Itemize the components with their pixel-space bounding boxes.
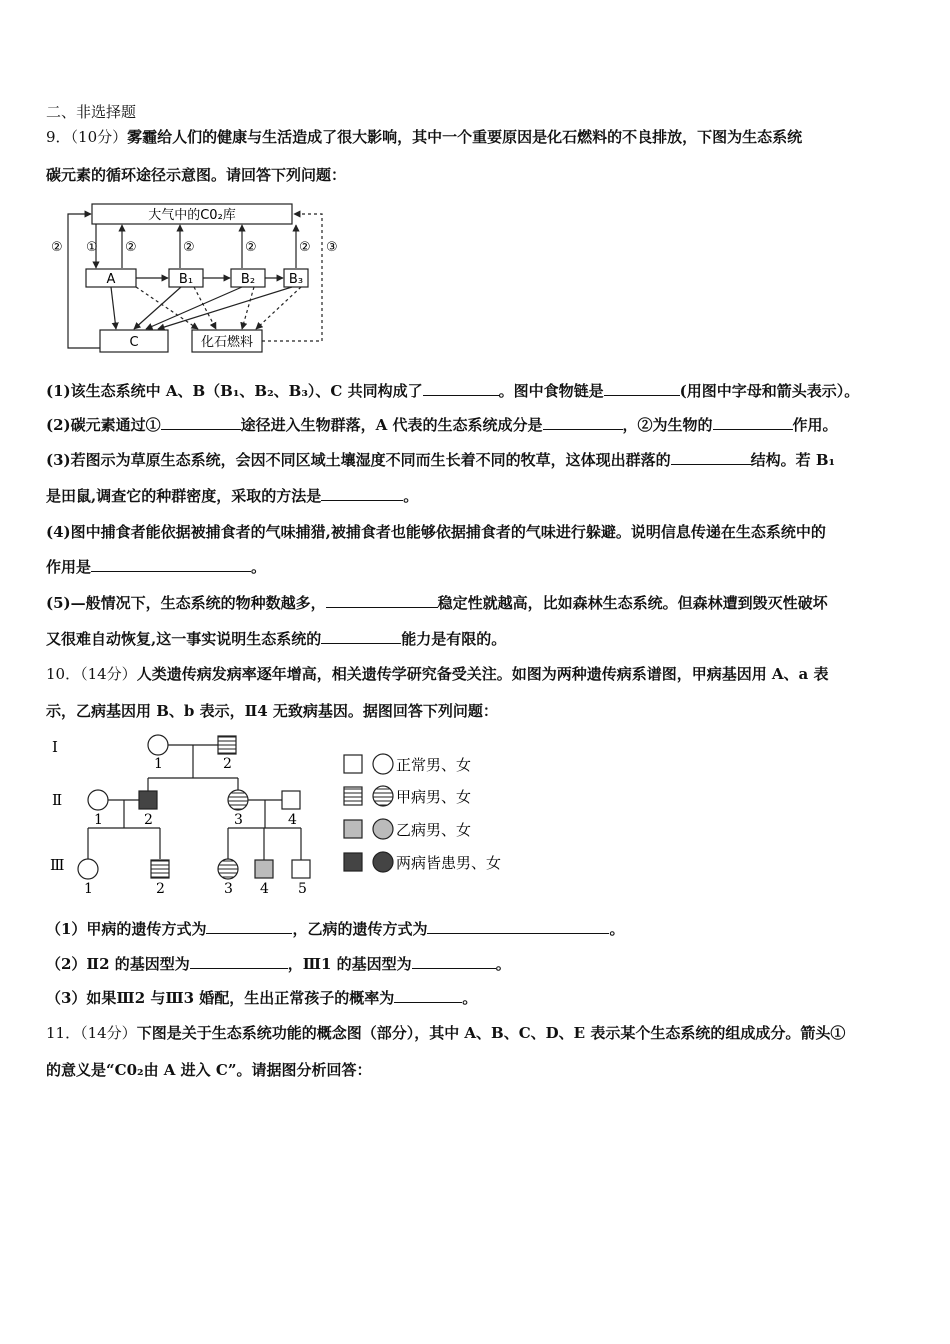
answer-blank[interactable] xyxy=(91,557,251,572)
answer-blank[interactable] xyxy=(190,954,288,969)
q10-part-1 xyxy=(46,919,624,939)
person-II4-normal-male xyxy=(282,791,300,809)
legend-jia-female-icon xyxy=(373,786,393,806)
q11-stem-text: 下图是关于生态系统功能的概念图（部分），其中 A、B、C、D、E 表示某个生态系统的组成成分。箭头① xyxy=(136,1024,846,1042)
person-II2-both-male xyxy=(139,791,157,809)
q10-p2-text-b: ，Ⅲ1 的基因型为 xyxy=(287,955,412,973)
legend-both-female-icon xyxy=(373,852,393,872)
q9-part-4-line-2 xyxy=(46,557,266,577)
q9-p1-text-a: (1)该生态系统中 A、B（B₁、B₂、B₃）、C 共同构成了 xyxy=(46,382,423,400)
q9-p4-text-b: 作用是 xyxy=(46,558,92,576)
answer-blank[interactable] xyxy=(206,919,292,934)
q9-p1-text-b: 。图中食物链是 xyxy=(498,382,604,400)
node-b1-label: B₁ xyxy=(178,272,194,287)
fossil-fuel-label: 化石燃料 xyxy=(200,335,254,350)
q9-stem-line-2: 碳元素的循环途径示意图。请回答下列问题： xyxy=(46,166,347,184)
person-III3-jia-female xyxy=(218,859,238,879)
answer-blank[interactable] xyxy=(543,415,623,430)
q10-score: （14分） xyxy=(80,665,137,683)
q10-p3-text-b: 。 xyxy=(462,989,478,1007)
q11-number: 11． xyxy=(46,1024,81,1042)
person-II3-jia-female xyxy=(228,790,248,810)
q9-p3-text-d: 。 xyxy=(403,487,419,505)
person-III5-normal-male xyxy=(292,860,310,878)
q11-score: （14分） xyxy=(80,1024,137,1042)
q9-stem-line-1 xyxy=(46,127,802,147)
q9-p5-text-a: (5)—般情况下，生态系统的物种数越多， xyxy=(46,594,326,612)
legend-jia-label: 甲病男、女 xyxy=(396,788,472,806)
node-a-label: A xyxy=(106,272,116,287)
person-I2-jia-male xyxy=(218,736,236,754)
q9-p2-text-c: ，②为生物的 xyxy=(622,416,713,434)
q9-part-2 xyxy=(46,415,838,435)
generation-label-2: Ⅱ xyxy=(52,791,63,809)
q9-part-5-line-1 xyxy=(46,593,828,613)
label-III2: 2 xyxy=(156,881,165,897)
label-II3: 3 xyxy=(234,812,243,828)
marker-2d: ② xyxy=(299,240,311,255)
marker-3: ③ xyxy=(326,240,338,255)
q10-p1-text-a: （1）甲病的遗传方式为 xyxy=(46,920,207,938)
answer-blank[interactable] xyxy=(427,919,609,934)
q10-stem-line-1 xyxy=(46,664,829,684)
q9-number: 9． xyxy=(46,128,71,146)
person-III4-yi-male xyxy=(255,860,273,878)
answer-blank[interactable] xyxy=(394,988,462,1003)
q9-p5-text-c: 又很难自动恢复,这一事实说明生态系统的 xyxy=(46,630,322,648)
q9-part-3-line-1 xyxy=(46,450,835,470)
marker-2b: ② xyxy=(183,240,195,255)
label-I2: 2 xyxy=(223,756,232,772)
q10-p2-text-a: （2）Ⅱ2 的基因型为 xyxy=(46,955,190,973)
q9-p3-text-c: 是田鼠,调查它的种群密度，采取的方法是 xyxy=(46,487,322,505)
label-III5: 5 xyxy=(298,881,307,897)
legend-normal-label: 正常男、女 xyxy=(396,756,472,774)
answer-blank[interactable] xyxy=(423,381,499,396)
person-II1-normal-female xyxy=(88,790,108,810)
generation-label-1: Ⅰ xyxy=(52,738,58,756)
q11-stem-line-1 xyxy=(46,1023,845,1043)
section-title: 二、非选择题 xyxy=(46,103,137,121)
q9-part-4-line-1: (4)图中捕食者能依据被捕食者的气味捕猎,被捕食者也能够依据捕食者的气味进行躲避。说明信息传递在生态系统中的 xyxy=(46,523,826,541)
legend-normal-female-icon xyxy=(373,754,393,774)
q9-p1-text-c: (用图中字母和箭头表示）。 xyxy=(679,382,860,400)
legend-yi-male-icon xyxy=(344,820,362,838)
q9-p2-text-a: (2)碳元素通过① xyxy=(46,416,161,434)
q10-part-3 xyxy=(46,988,477,1008)
q9-p3-text-a: (3)若图示为草原生态系统，会因不同区域土壤湿度不同而生长着不同的牧草，这体现出群落的 xyxy=(46,451,671,469)
q9-part-3-line-2 xyxy=(46,486,418,506)
marker-2-left: ② xyxy=(51,240,63,255)
q10-number: 10． xyxy=(46,665,81,683)
q9-part-1 xyxy=(46,381,859,401)
legend-normal-male-icon xyxy=(344,755,362,773)
label-III3: 3 xyxy=(224,881,233,897)
q10-part-2 xyxy=(46,954,511,974)
answer-blank[interactable] xyxy=(412,954,496,969)
q9-p3-text-b: 结构。若 B₁ xyxy=(750,451,836,469)
answer-blank[interactable] xyxy=(161,415,241,430)
q9-part-5-line-2 xyxy=(46,629,506,649)
q9-stem-text: 雾霾给人们的健康与生活造成了很大影响，其中一个重要原因是化石燃料的不良排放，下图为生态系统 xyxy=(127,128,803,146)
person-III2-jia-male xyxy=(151,860,169,878)
legend-yi-female-icon xyxy=(373,819,393,839)
co2-reservoir-label: 大气中的C0₂库 xyxy=(148,208,236,223)
q9-score: （10分） xyxy=(70,128,128,146)
q10-stem-line-2: 示，乙病基因用 B、b 表示，Ⅱ4 无致病基因。据图回答下列问题： xyxy=(46,702,498,720)
answer-blank[interactable] xyxy=(326,593,438,608)
node-b3-label: B₃ xyxy=(288,272,304,287)
pedigree-chart xyxy=(40,728,530,900)
legend-both-label: 两病皆患男、女 xyxy=(396,854,502,872)
q10-stem-text: 人类遗传病发病率逐年增高，相关遗传学研究备受关注。如图为两种遗传病系谱图，甲病基因用 A、a 表 xyxy=(136,665,829,683)
marker-2c: ② xyxy=(245,240,257,255)
q9-p4-text-c: 。 xyxy=(251,558,267,576)
carbon-cycle-diagram xyxy=(46,196,346,358)
label-I1: 1 xyxy=(154,756,163,772)
label-II4: 4 xyxy=(288,812,297,828)
marker-2a: ② xyxy=(125,240,137,255)
q10-p1-text-c: 。 xyxy=(609,920,625,938)
q10-p3-text-a: （3）如果Ⅲ2 与Ⅲ3 婚配，生出正常孩子的概率为 xyxy=(46,989,395,1007)
generation-label-3: Ⅲ xyxy=(50,856,65,874)
answer-blank[interactable] xyxy=(671,450,751,465)
label-III4: 4 xyxy=(260,881,269,897)
q10-p1-text-b: ，乙病的遗传方式为 xyxy=(292,920,428,938)
q11-stem-line-2: 的意义是“C0₂由 A 进入 C”。请据图分析回答： xyxy=(46,1061,372,1079)
answer-blank[interactable] xyxy=(321,629,401,644)
answer-blank[interactable] xyxy=(604,381,680,396)
legend-both-male-icon xyxy=(344,853,362,871)
answer-blank[interactable] xyxy=(713,415,793,430)
q9-p5-text-d: 能力是有限的。 xyxy=(401,630,507,648)
person-I1-normal-female xyxy=(148,735,168,755)
person-III1-normal-female xyxy=(78,859,98,879)
label-II1: 1 xyxy=(94,812,103,828)
q10-p2-text-c: 。 xyxy=(495,955,511,973)
q9-p2-text-d: 作用。 xyxy=(792,416,838,434)
q9-p2-text-b: 途径进入生物群落，A 代表的生态系统成分是 xyxy=(240,416,543,434)
node-b2-label: B₂ xyxy=(240,272,256,287)
q9-p5-text-b: 稳定性就越高，比如森林生态系统。但森林遭到毁灭性破坏 xyxy=(437,594,828,612)
label-III1: 1 xyxy=(84,881,93,897)
node-c-label: C xyxy=(129,335,139,350)
legend-jia-male-icon xyxy=(344,787,362,805)
answer-blank[interactable] xyxy=(321,486,403,501)
legend-yi-label: 乙病男、女 xyxy=(396,821,472,839)
marker-1: ① xyxy=(86,240,98,255)
label-II2: 2 xyxy=(144,812,153,828)
